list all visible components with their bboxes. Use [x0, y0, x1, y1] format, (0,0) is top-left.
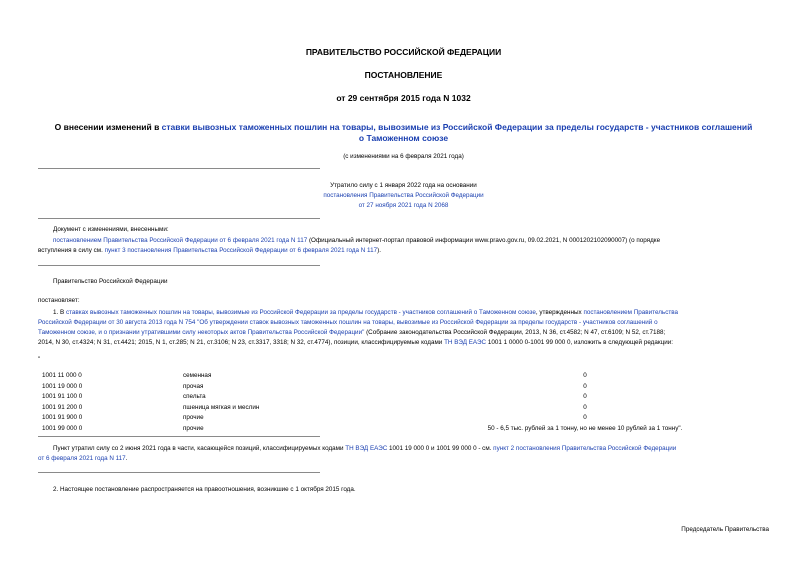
expired-line: Утратило силу с 1 января 2022 года на основании: [330, 182, 477, 189]
note-end: .: [125, 455, 128, 462]
amended-by-end: ).: [377, 247, 381, 254]
table-cell-name: прочая: [183, 382, 204, 390]
document-type: ПОСТАНОВЛЕНИЕ: [364, 70, 443, 80]
paragraph-1: [38, 308, 778, 348]
p1-collection-cont: 2014, N 30, ст.4324; N 31, ст.4421; 2015, N 1, ст.285; N 21, ст.3106; N 23, ст.3317, 3318; N 32, ст.4774), позиции, классифицируемые кодами: [38, 339, 445, 346]
p1-end: 1001 1 0000 0-1001 99 000 0, изложить в следующей редакции:: [486, 339, 674, 346]
p1-link-resolution-end[interactable]: Таможенном союзе, и о признании утратившими силу некоторых актов Правительства Российской Федерации": [38, 329, 365, 336]
table-cell-rate: 0: [583, 403, 587, 411]
expired-link[interactable]: постановления Правительства Российской Федерации: [323, 192, 484, 199]
p1-collection: (Собрание законодательства Российской Федерации, 2013, N 36, ст.4582; N 47, ст.6109; N 52, ст.7188;: [364, 329, 666, 336]
note-text: Пункт утратил силу со 2 июня 2021 года в части, касающейся позиций, классифицируемых кодами: [53, 445, 346, 452]
expired-note: [250, 181, 557, 211]
table-cell-code: 1001 91 900 0: [42, 414, 83, 421]
divider: [38, 218, 320, 219]
title-link-continued[interactable]: о Таможенном союзе: [358, 133, 449, 143]
p1-start: 1. В: [53, 309, 66, 316]
table-cell-code: 1001 11 000 0: [42, 372, 82, 379]
p1-link-rates[interactable]: ставках вывозных таможенных пошлин на товары, вывозимые из Российской Федерации за пределы государств - участников соглашений о Таможенном союзе: [65, 309, 536, 316]
signature: Председатель Правительства: [681, 526, 769, 533]
table-cell-code: 1001 91 200 0: [42, 403, 83, 411]
note-link-date[interactable]: от 6 февраля 2021 года N 117: [38, 455, 126, 462]
amended-by-text: [38, 236, 778, 256]
amended-by-entry: вступления в силу см.: [38, 247, 105, 254]
table-cell-name: прочие: [183, 424, 204, 432]
document-title: [20, 122, 787, 144]
note-link-point[interactable]: пункт 2 постановления Правительства Российской Федерации: [493, 445, 677, 452]
government-name: ПРАВИТЕЛЬСТВО РОССИЙСКОЙ ФЕДЕРАЦИИ: [305, 47, 502, 57]
document-date-number: от 29 сентября 2015 года N 1032: [336, 93, 471, 103]
note-link-tnved[interactable]: ТН ВЭД ЕАЭС: [345, 445, 388, 452]
quote-mark: ": [38, 356, 41, 363]
amended-by-link[interactable]: постановлением Правительства Российской Федерации от 6 февраля 2021 года N 117: [53, 237, 308, 244]
divider: [38, 265, 320, 266]
table-cell-rate: 0: [583, 393, 587, 400]
paragraph-2: 2. Настоящее постановление распространяется на правоотношения, возникшие с 1 октября 2015 года.: [53, 486, 356, 493]
p1-link-resolution[interactable]: постановлением Правительства: [583, 309, 679, 316]
amendments-note: (с изменениями на 6 февраля 2021 года): [343, 153, 464, 160]
table-cell-rate: 0: [583, 382, 587, 390]
title-link[interactable]: ставки вывозных таможенных пошлин на товары, вывозимые из Российской Федерации за пределы государств - участников соглашений: [161, 122, 753, 132]
amended-by-source: (Официальный интернет-портал правовой информации www.pravo.gov.ru, 09.02.2021, N 0001202102090007) (о порядке: [307, 237, 661, 244]
table-cell-code: 1001 19 000 0: [42, 382, 83, 390]
title-prefix: О внесении изменений в: [54, 122, 162, 132]
resolves-label: постановляет:: [38, 297, 80, 304]
table-cell-name: семенная: [183, 372, 212, 379]
divider: [38, 472, 320, 473]
amended-by-label: Документ с изменениями, внесенными:: [53, 226, 169, 233]
issuer: Правительство Российской Федерации: [53, 278, 168, 285]
table-cell-code: 1001 91 100 0: [42, 393, 83, 400]
table-cell-rate: 0: [583, 372, 587, 379]
divider: [38, 168, 320, 169]
table-cell-name: прочие: [183, 414, 204, 421]
table-cell-name: спельта: [183, 393, 206, 400]
p1-link-resolution-cont[interactable]: Российской Федерации от 30 августа 2013 года N 754 "Об утверждении ставок вывозных таможенных пошлин на товары, вывозимые из Российской Федерации за пределы государств - участников соглашений о: [38, 319, 658, 326]
divider: [38, 436, 320, 437]
amended-by-link-point[interactable]: пункт 3 постановления Правительства Российской Федерации от 6 февраля 2021 года N 117: [104, 247, 378, 254]
table-cell-rate: 50 - 6,5 тыс. рублей за 1 тонну, но не менее 10 рублей за 1 тонну".: [487, 424, 683, 432]
expired-link-date[interactable]: от 27 ноября 2021 года N 2068: [358, 202, 449, 209]
p1-text: , утвержденных: [535, 309, 584, 316]
table-cell-code: 1001 99 000 0: [42, 424, 83, 432]
note-codes: 1001 19 000 0 и 1001 99 000 0 - см.: [387, 445, 494, 452]
p1-link-tnved[interactable]: ТН ВЭД ЕАЭС: [444, 339, 487, 346]
table-cell-name: пшеница мягкая и меслин: [183, 403, 260, 411]
repeal-note: [38, 444, 778, 464]
table-cell-rate: 0: [583, 414, 587, 421]
